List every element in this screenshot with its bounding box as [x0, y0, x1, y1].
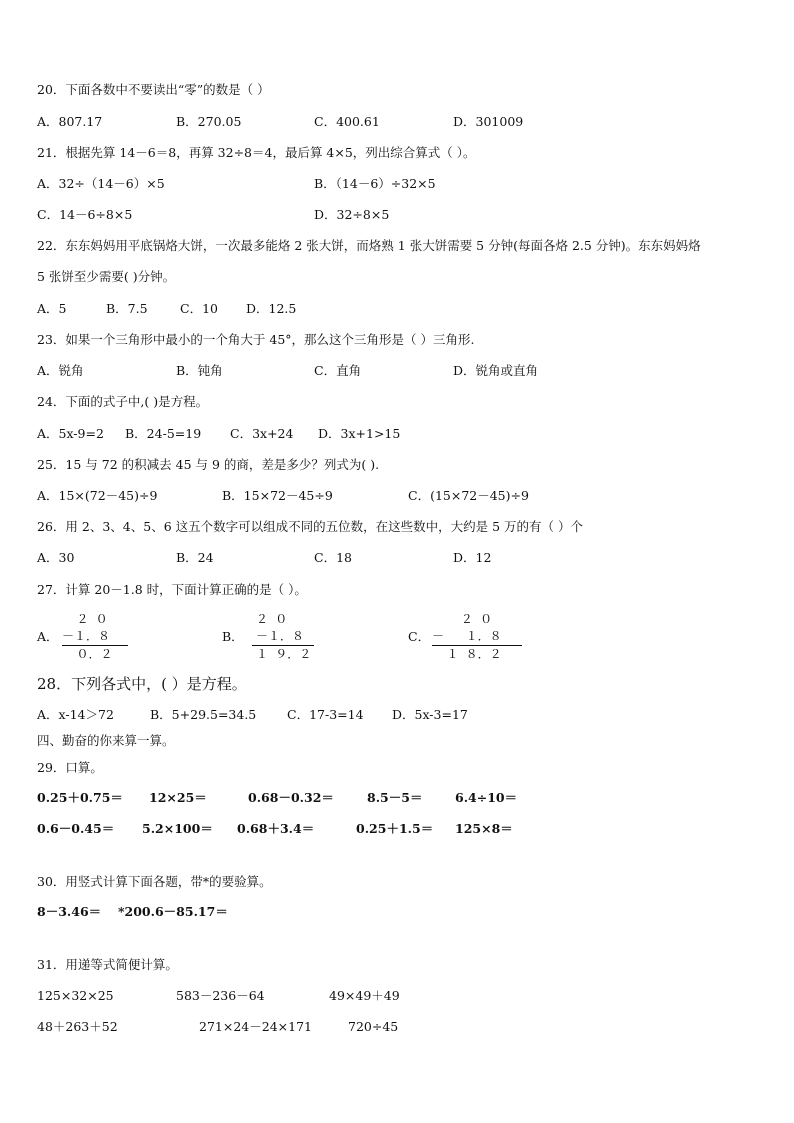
q27-b-top: ２ ０ [256, 612, 288, 626]
q28-option-b: B．5+29.5=34.5 [150, 707, 257, 722]
q29-row2-item3: 0.68＋3.4＝ [237, 821, 315, 836]
q31-row1-item2: 583－236－64 [176, 988, 265, 1003]
q22-option-a: A．5 [37, 301, 67, 316]
q27-c-top: ２ ０ [432, 612, 493, 626]
q21-option-c: C．14－6÷8×5 [37, 207, 133, 222]
q27-b-underline [252, 645, 314, 646]
q27-b-result: １ ９．２ [256, 647, 312, 661]
q27-a-top: ２ ０ [62, 612, 108, 626]
q31-row1-item1: 125×32×25 [37, 988, 114, 1003]
q24-option-b: B．24-5=19 [125, 426, 202, 441]
q23-option-d: D．锐角或直角 [453, 363, 539, 378]
q23-option-b: B．钝角 [176, 363, 223, 378]
q25-option-b: B．15×72－45÷9 [222, 488, 333, 503]
q24-option-d: D．3x+1>15 [318, 426, 401, 441]
q20-option-d: D．301009 [453, 114, 524, 129]
q26-option-b: B．24 [176, 550, 214, 565]
q26-option-d: D．12 [453, 550, 492, 565]
question-31-stem: 31．用递等式简便计算。 [37, 957, 178, 972]
q27-option-a-vertical-calc [62, 612, 132, 662]
q22-option-d: D．12.5 [246, 301, 297, 316]
q29-row1-item4: 8.5－5＝ [367, 790, 423, 805]
question-27-stem: 27．计算 20－1.8 时，下面计算正确的是（ ）。 [37, 582, 307, 597]
question-23-stem: 23．如果一个三角形中最小的一个角大于 45°，那么这个三角形是（ ）三角形. [37, 332, 475, 347]
question-29-stem: 29．口算。 [37, 760, 103, 775]
q27-a-result: ０．２ [62, 647, 113, 661]
q26-option-c: C．18 [314, 550, 352, 565]
q20-option-b: B．270.05 [176, 114, 242, 129]
q29-row2-item1: 0.6－0.45＝ [37, 821, 115, 836]
q29-row1-item1: 0.25＋0.75＝ [37, 790, 123, 805]
q28-option-c: C．17-3=14 [287, 707, 364, 722]
question-22-stem-line2: 5 张饼至少需要( )分钟。 [37, 269, 176, 284]
q27-c-mid: － １．８ [432, 629, 502, 643]
q27-option-a-label: A． [37, 629, 59, 644]
q25-option-a: A．15×(72－45)÷9 [37, 488, 158, 503]
q27-option-c-label: C． [408, 629, 431, 644]
q31-row2-item2: 271×24－24×171 [199, 1019, 312, 1034]
section-4-title: 四、勤奋的你来算一算。 [37, 733, 175, 748]
question-28-stem: 28．下列各式中，( ）是方程。 [37, 675, 247, 693]
q23-option-a: A．锐角 [37, 363, 84, 378]
q27-b-mid: －１．８ [256, 629, 305, 643]
q31-row1-item3: 49×49＋49 [329, 988, 400, 1003]
q25-option-c: C．(15×72－45)÷9 [408, 488, 529, 503]
q26-option-a: A．30 [37, 550, 75, 565]
q24-option-a: A．5x-9=2 [37, 426, 104, 441]
q20-option-c: C．400.61 [314, 114, 380, 129]
q30-item2: *200.6－85.17＝ [118, 904, 228, 919]
q28-option-d: D．5x-3=17 [392, 707, 468, 722]
q27-c-underline [432, 645, 522, 646]
q27-option-b-vertical-calc [252, 612, 322, 662]
q29-row2-item4: 0.25＋1.5＝ [356, 821, 434, 836]
q27-option-c-vertical-calc [432, 612, 527, 662]
question-22-stem-line1: 22．东东妈妈用平底锅烙大饼，一次最多能烙 2 张大饼，而烙熟 1 张大饼需要 5 分钟(每面各烙 2.5 分钟)。东东妈妈烙 [37, 238, 701, 253]
question-26-stem: 26．用 2、3、4、5、6 这五个数字可以组成不同的五位数，在这些数中，大约是 5 万的有（ ）个 [37, 519, 583, 534]
q31-row2-item3: 720÷45 [348, 1019, 399, 1034]
q27-a-underline [62, 645, 128, 646]
q27-a-mid: －１．８ [62, 629, 111, 643]
q29-row2-item2: 5.2×100＝ [142, 821, 213, 836]
q21-option-a: A．32÷（14－6）×5 [37, 176, 165, 191]
q21-option-b: B．（14－6）÷32×5 [314, 176, 436, 191]
q31-row2-item1: 48＋263＋52 [37, 1019, 118, 1034]
question-24-stem: 24．下面的式子中,( )是方程。 [37, 394, 209, 409]
question-20-stem: 20．下面各数中不要读出“零”的数是（ ） [37, 82, 270, 97]
q29-row1-item5: 6.4÷10＝ [455, 790, 518, 805]
q22-option-c: C．10 [180, 301, 218, 316]
q28-option-a: A．x-14＞72 [37, 707, 114, 722]
q27-c-result: １ ８．２ [432, 647, 502, 661]
question-21-stem: 21．根据先算 14－6＝8，再算 32÷8＝4，最后算 4×5，列出综合算式（ ）。 [37, 145, 476, 160]
question-25-stem: 25．15 与 72 的积减去 45 与 9 的商，差是多少？列式为( ). [37, 457, 380, 472]
q29-row2-item5: 125×8＝ [455, 821, 513, 836]
q29-row1-item2: 12×25＝ [149, 790, 207, 805]
question-30-stem: 30．用竖式计算下面各题，带*的要验算。 [37, 874, 272, 889]
q20-option-a: A．807.17 [37, 114, 103, 129]
q27-option-b-label: B． [222, 629, 244, 644]
q24-option-c: C．3x+24 [230, 426, 294, 441]
q22-option-b: B．7.5 [106, 301, 148, 316]
q23-option-c: C．直角 [314, 363, 362, 378]
q29-row1-item3: 0.68－0.32＝ [248, 790, 334, 805]
q30-item1: 8－3.46＝ [37, 904, 102, 919]
q21-option-d: D．32÷8×5 [314, 207, 390, 222]
